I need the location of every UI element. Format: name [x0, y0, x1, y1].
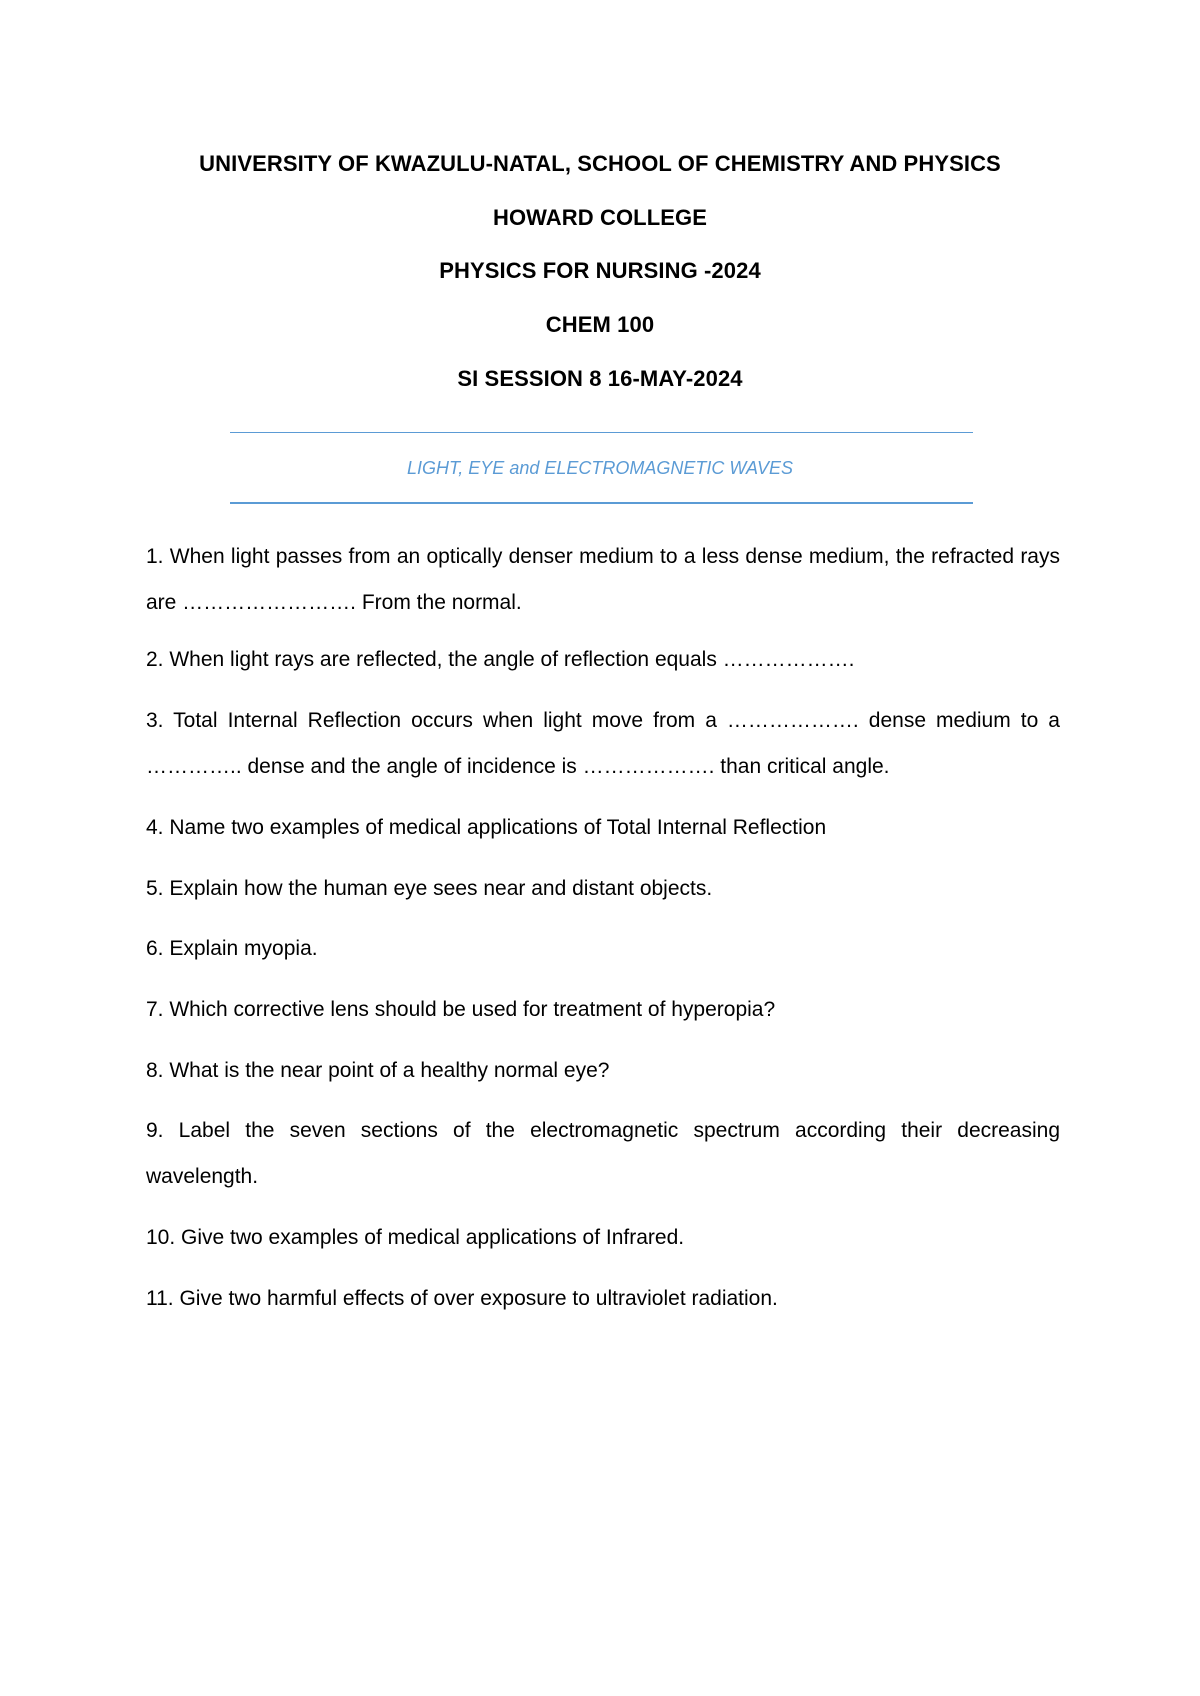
college-title: HOWARD COLLEGE — [492, 205, 708, 230]
university-title: UNIVERSITY OF KWAZULU-NATAL, SCHOOL OF CHEMISTRY AND PHYSICS — [199, 151, 1001, 176]
course-code: CHEM 100 — [545, 312, 655, 337]
session-title: SI SESSION 8 16-MAY-2024 — [457, 366, 743, 391]
question-1: 1. When light passes from an optically denser medium to a less dense medium, the refracted rays are ……………………. From the normal. — [146, 545, 1060, 614]
question-5: 5. Explain how the human eye sees near and distant objects. — [146, 877, 713, 900]
question-9: 9. Label the seven sections of the electromagnetic spectrum according their decreasing wavelength. — [146, 1119, 1060, 1188]
question-2: 2. When light rays are reflected, the angle of reflection equals ………………. — [146, 648, 855, 671]
bottom-divider — [230, 502, 973, 504]
top-divider — [230, 432, 973, 433]
question-7: 7. Which corrective lens should be used for treatment of hyperopia? — [146, 998, 776, 1021]
question-8: 8. What is the near point of a healthy normal eye? — [146, 1059, 610, 1082]
question-3: 3. Total Internal Reflection occurs when light move from a ………………. dense medium to a ………….. dense and the angle of incidence is ………………. than critical angle. — [146, 709, 1060, 778]
course-title: PHYSICS FOR NURSING -2024 — [439, 258, 761, 283]
question-4: 4. Name two examples of medical applications of Total Internal Reflection — [146, 816, 827, 839]
question-6: 6. Explain myopia. — [146, 937, 318, 960]
question-11: 11. Give two harmful effects of over exposure to ultraviolet radiation. — [146, 1287, 778, 1310]
question-10: 10. Give two examples of medical applications of Infrared. — [146, 1226, 685, 1249]
topic-subtitle: LIGHT, EYE and ELECTROMAGNETIC WAVES — [406, 458, 794, 478]
